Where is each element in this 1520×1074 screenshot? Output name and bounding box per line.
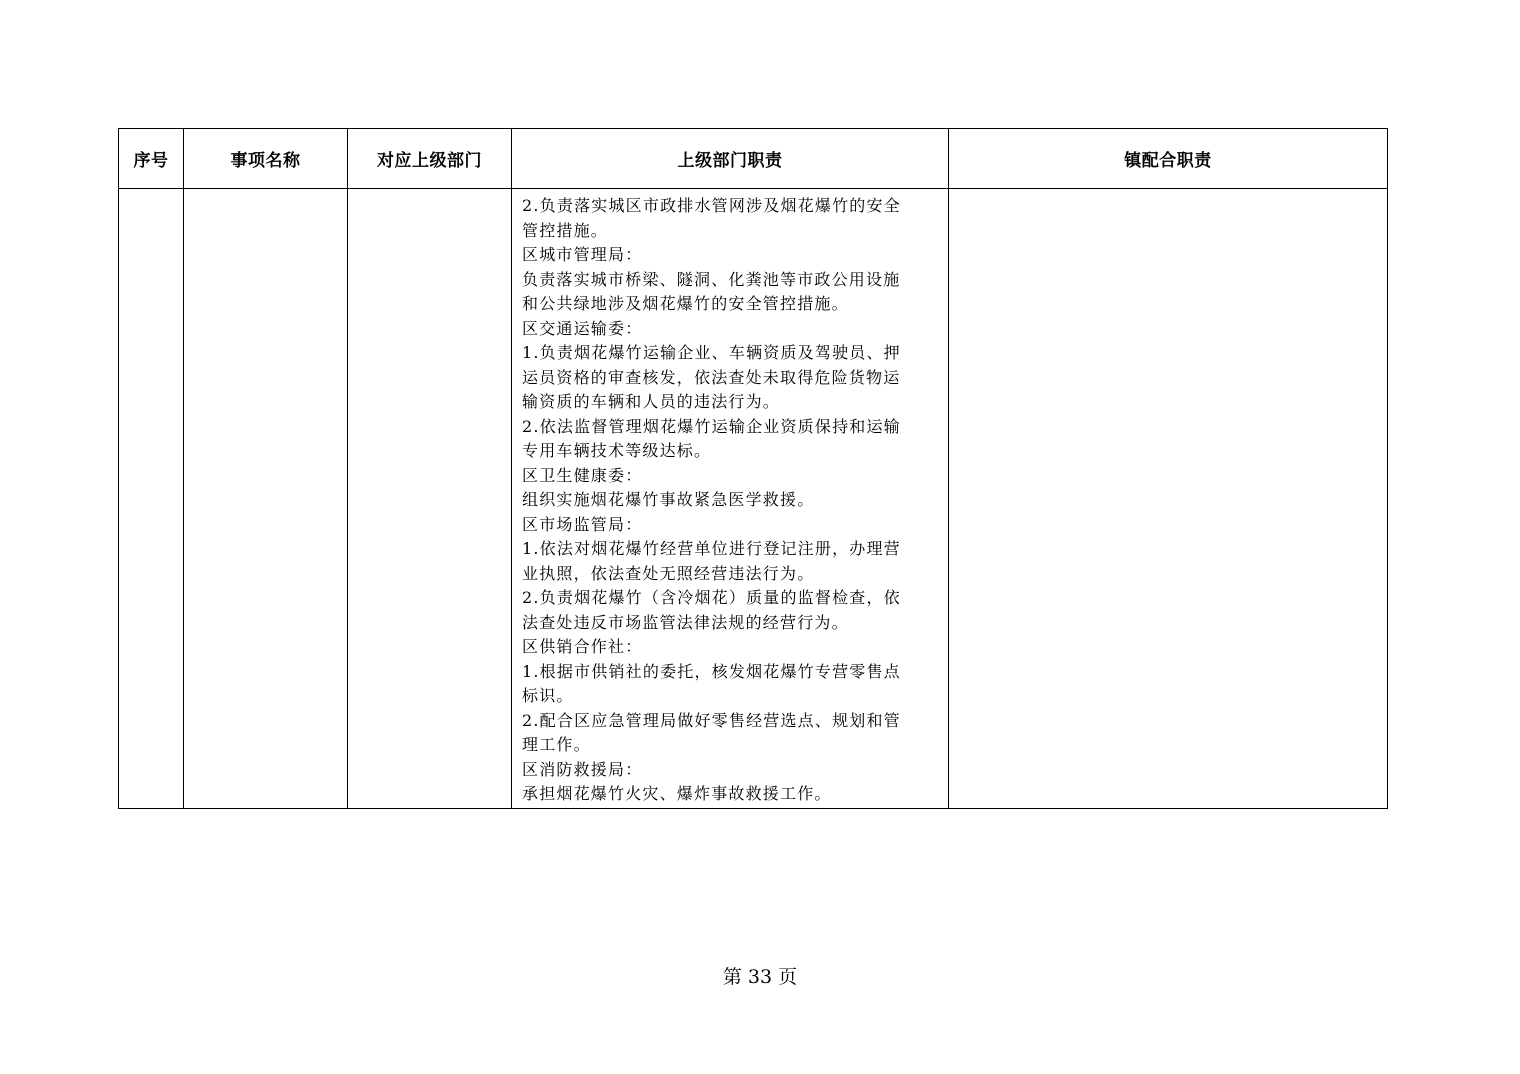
- page-number: 第 33 页: [722, 966, 798, 988]
- duty-line: 区卫生健康委：: [522, 465, 643, 485]
- duty-line: 专用车辆技术等级达标。: [522, 441, 712, 460]
- duty-line: 2.配合区应急管理局做好零售经营选点、规划和管: [522, 710, 901, 730]
- duty-line: 承担烟花爆竹火灾、爆炸事故救援工作。: [522, 784, 832, 803]
- duty-line: 区交通运输委：: [522, 318, 643, 338]
- duty-line: 理工作。: [522, 735, 591, 754]
- table-row: [119, 189, 1388, 809]
- duty-line: 业执照，依法查处无照经营违法行为。: [522, 563, 815, 583]
- duty-line: 运员资格的审查核发，依法查处未取得危险货物运: [522, 367, 901, 387]
- duty-line: 区消防救援局：: [522, 759, 643, 779]
- responsibility-table: [118, 128, 1388, 809]
- duty-line: 2.依法监督管理烟花爆竹运输企业资质保持和运输: [522, 416, 901, 436]
- header-superior-department: 对应上级部门: [348, 129, 512, 189]
- duty-line: 1.负责烟花爆竹运输企业、车辆资质及驾驶员、押: [522, 343, 901, 362]
- cell-item-name: [184, 189, 348, 809]
- duty-line: 区市场监管局：: [522, 514, 643, 534]
- cell-superior-duties: [512, 189, 949, 809]
- duty-line: 组织实施烟花爆竹事故紧急医学救援。: [522, 490, 815, 509]
- duty-line: 2.负责落实城区市政排水管网涉及烟花爆竹的安全: [522, 196, 901, 215]
- duty-line: 区城市管理局：: [522, 245, 643, 264]
- duty-line: 法查处违反市场监管法律法规的经营行为。: [522, 612, 849, 632]
- duty-line: 管控措施。: [522, 220, 609, 240]
- cell-superior-department: [348, 189, 512, 809]
- duty-line: 和公共绿地涉及烟花爆竹的安全管控措施。: [522, 294, 849, 313]
- cell-index: [119, 189, 184, 809]
- duty-line: 标识。: [522, 686, 574, 705]
- duty-line: 1.根据市供销社的委托，核发烟花爆竹专营零售点: [522, 661, 901, 681]
- duty-line: 2.负责烟花爆竹（含冷烟花）质量的监督检查，依: [522, 588, 901, 607]
- table-header-row: [119, 129, 1388, 189]
- duty-line: 1.依法对烟花爆竹经营单位进行登记注册，办理营: [522, 539, 901, 558]
- duty-line: 区供销合作社：: [522, 637, 643, 656]
- duty-line: 负责落实城市桥梁、隧洞、化粪池等市政公用设施: [522, 269, 901, 289]
- header-index: 序号: [119, 129, 184, 189]
- header-town-duties: 镇配合职责: [949, 129, 1388, 189]
- cell-town-duties: [949, 189, 1388, 809]
- duty-line: 输资质的车辆和人员的违法行为。: [522, 392, 781, 411]
- header-superior-duties: 上级部门职责: [512, 129, 949, 189]
- header-item-name: 事项名称: [184, 129, 348, 189]
